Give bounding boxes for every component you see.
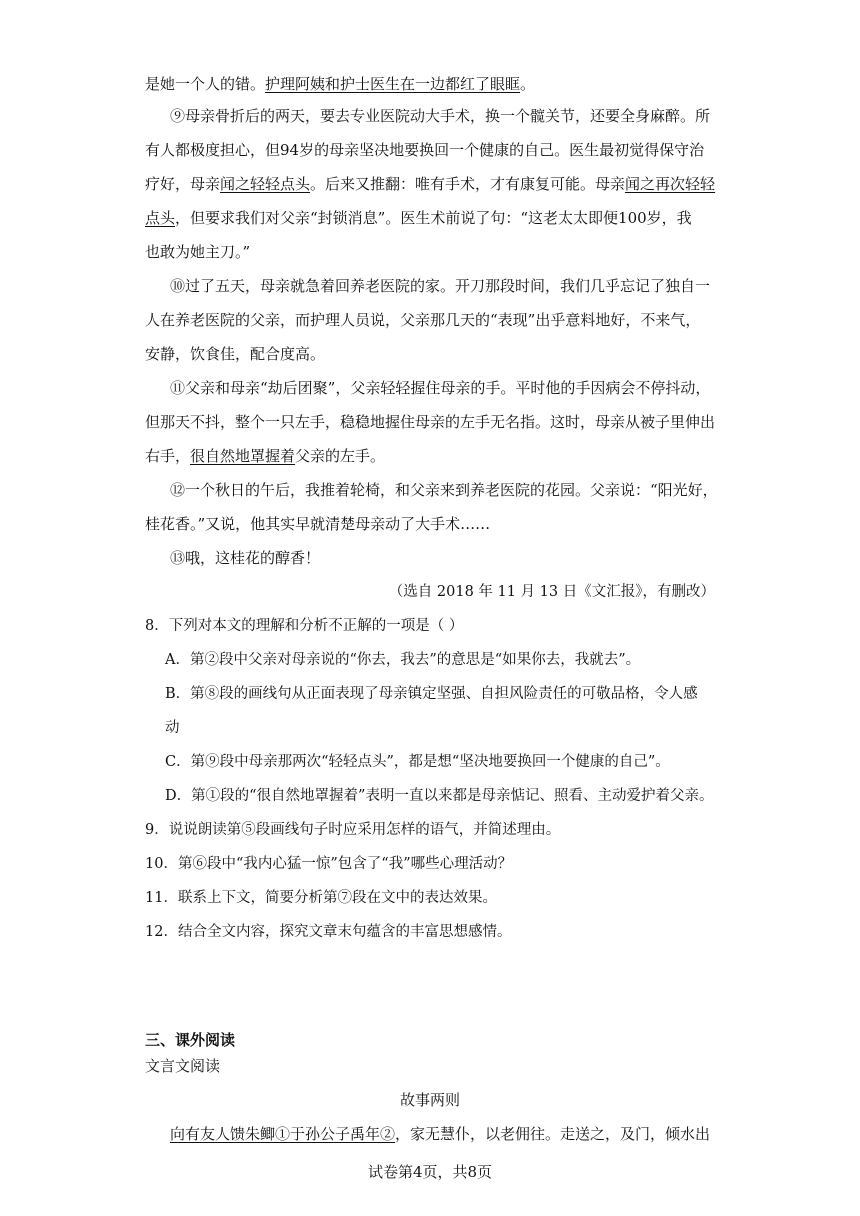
text-run: 。 [520, 75, 536, 93]
paragraph-10-line-1: ⑩过了五天，母亲就急着回养老医院的家。开刀那段时间，我们几乎忘记了独自一 [170, 277, 711, 295]
paragraph-8-tail [145, 74, 535, 94]
underlined-sentence: 向有友人馈朱鲫①于孙公子禹年② [170, 1125, 396, 1143]
question-11: 11．联系上下文，简要分析第⑦段在文中的表达效果。 [145, 890, 497, 906]
underlined-phrase: 很自然地罩握着 [190, 447, 296, 465]
paragraph-9-line-4 [145, 208, 692, 228]
question-12: 12．结合全文内容，探究文章末句蕴含的丰富思想感情。 [145, 924, 512, 940]
section-3-subtitle: 文言文阅读 [145, 1057, 221, 1075]
text-run: 。后来又推翻：唯有手术，才有康复可能。母亲 [310, 175, 626, 193]
article-source: （选自 2018 年 11 月 13 日《文汇报》，有删改） [388, 584, 715, 600]
underlined-sentence: 护理阿姨和护士医生在一边都红了眼眶 [265, 75, 521, 93]
text-run: 右手， [145, 447, 191, 465]
text-run: ，但要求我们对父亲“封锁消息”。医生术前说了句：“这老太太即便100岁，我 [175, 209, 692, 227]
page-footer: 试卷第4页，共8页 [367, 1163, 493, 1181]
underlined-phrase: 闻之轻轻点头 [220, 175, 311, 193]
paragraph-9-line-5: 也敢为她主刀。” [145, 243, 251, 261]
question-8-option-b: B．第⑧段的画线句从正面表现了母亲镇定坚强、自担风险责任的可敬品格，令人感 [165, 686, 698, 702]
paragraph-13-line-1: ⑬哦，这桂花的醇香！ [170, 549, 321, 567]
paragraph-12-line-2: 桂花香。”又说，他其实早就清楚母亲动了大手术…… [145, 515, 491, 533]
question-8-option-c: C．第⑨段中母亲那两次“轻轻点头”，都是想“坚决地要换回一个健康的自己”。 [165, 754, 670, 770]
section-3-title: 三、课外阅读 [145, 1031, 236, 1049]
paragraph-9-line-3 [145, 174, 715, 194]
paragraph-10-line-3: 安静，饮食佳，配合度高。 [145, 345, 326, 363]
text-run: 是她一个人的错。 [145, 75, 266, 93]
question-8-option-a: A．第②段中父亲对母亲说的“你去，我去”的意思是“如果你去，我就去”。 [165, 652, 641, 668]
paragraph-9-line-2: 有人都极度担心，但94岁的母亲坚决地要换回一个健康的自己。医生最初觉得保守治 [145, 141, 705, 159]
question-10: 10．第⑥段中“我内心猛一惊”包含了“我”哪些心理活动？ [145, 856, 513, 872]
question-8-option-d: D．第①段的“很自然地罩握着”表明一直以来都是母亲惦记、照看、主动爱护着父亲。 [165, 788, 714, 804]
paragraph-12-line-1: ⑫一个秋日的午后，我推着轮椅，和父亲来到养老医院的花园。父亲说：“阳光好， [170, 481, 718, 499]
paragraph-10-line-2: 人在养老医院的父亲，而护理人员说，父亲那几天的“表现”出乎意料地好，不来气， [145, 311, 701, 329]
question-8-stem: 8．下列对本文的理解和分析不正解的一项是（ ） [145, 618, 464, 634]
paragraph-11-line-1: ⑪父亲和母亲“劫后团聚”，父亲轻轻握住母亲的手。平时他的手因病会不停抖动， [170, 379, 711, 397]
text-run: ，家无慧仆，以老佣往。走送之，及门，倾水出 [395, 1125, 711, 1143]
paragraph-9-line-1: ⑨母亲骨折后的两天，要去专业医院动大手术，换一个髋关节，还要全身麻醉。所 [170, 107, 711, 125]
text-run: 父亲的左手。 [295, 447, 386, 465]
underlined-phrase: 闻之再次轻轻 [625, 175, 716, 193]
story-first-line [170, 1124, 710, 1144]
story-title: 故事两则 [399, 1091, 460, 1109]
question-9: 9．说说朗读第⑤段画线句子时应采用怎样的语气，并简述理由。 [145, 822, 561, 838]
paragraph-11-line-2: 但那天不抖，整个一只左手，稳稳地握住母亲的左手无名指。这时，母亲从被子里伸出 [145, 413, 716, 431]
question-8-option-b-cont: 动 [165, 720, 180, 736]
text-run: 疗好，母亲 [145, 175, 221, 193]
underlined-phrase: 点头 [145, 209, 176, 227]
paragraph-11-line-3 [145, 446, 385, 466]
